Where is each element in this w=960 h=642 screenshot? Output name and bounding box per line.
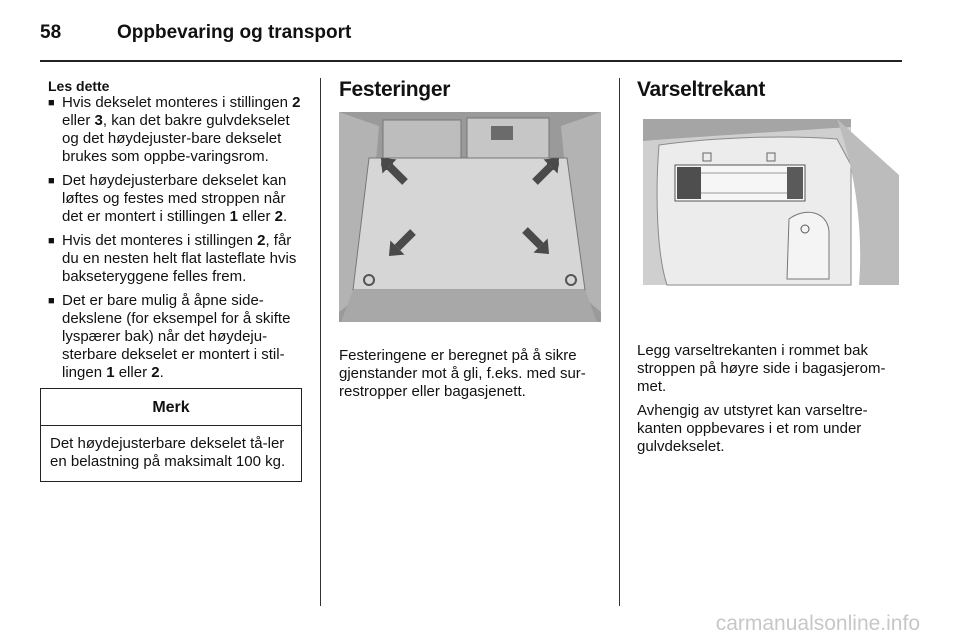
warning-triangle-illustration [637,115,903,326]
bullet-position-number: 1 [106,364,115,381]
bullet-item [48,292,304,382]
bullet-text: . [282,208,288,225]
section-title-warning-triangle: Varseltrekant [637,78,766,101]
bullet-position-number: 1 [229,208,238,225]
warning-triangle-paragraph-2: Avhengig av utstyret kan varseltre-kanten oppbevares i et rom under gulvdekselet. [637,402,868,455]
note-box [40,388,302,482]
page-number: 58 [40,22,62,43]
column-middle [339,78,605,407]
bullet-item [48,94,304,166]
column-right [637,78,903,462]
section-title-anchors: Festeringer [339,78,451,101]
note-box-text: Det høydejusterbare dekselet tå-ler en belastning på maksimalt 100 kg. [50,435,286,470]
column-left [48,78,304,482]
bullet-text: , får du en nesten helt flat lasteflate hvis bakseteryggene felles frem. [62,232,297,285]
header-rule [40,60,902,62]
bullet-text: eller [62,112,95,129]
bullet-text: . [159,364,164,381]
bullet-position-number: 2 [257,232,266,249]
bullet-text: Det er bare mulig å åpne side-dekslene (for eksempel for å skifte lyspærer bak) når det høydeju-sterbare dekselet er montert i stil-lingen [62,292,291,381]
anchors-description: Festeringene er beregnet på å sikre gjenstander mot å gli, f.eks. med sur-restropper eller bagasjenett. [339,347,586,400]
note-box-title: Merk [41,389,301,426]
bullet-text: Det høydejusterbare dekselet kan løftes og festes med stroppen når det er montert i stillingen [62,172,287,225]
bullet-item [48,172,304,226]
cargo-anchors-illustration [339,112,605,327]
chapter-title: Oppbevaring og transport [117,22,352,43]
column-divider [320,78,321,606]
bullet-position-number: 3 [94,112,103,129]
watermark: carmanualsonline.info [715,612,920,635]
column-divider [619,78,620,606]
page-header [40,18,351,48]
bullet-text: eller [114,364,152,381]
bullet-text: , kan det bakre gulvdekselet og det høydejuster-bare dekselet brukes som oppbe-varingsrom. [62,112,290,165]
bullet-position-number: 2 [292,94,301,111]
bullet-position-number: 2 [151,364,160,381]
read-this-label: Les dette [48,78,110,94]
bullet-position-number: 2 [274,208,283,225]
warning-triangle-paragraph-1: Legg varseltrekanten i rommet bak stroppen på høyre side i bagasjerom-met. [637,342,886,395]
bullet-text: eller [237,208,275,225]
bullet-text: Hvis dekselet monteres i stillingen [62,94,293,111]
bullet-list [48,94,304,382]
bullet-item [48,232,304,286]
bullet-text: Hvis det monteres i stillingen [62,232,258,249]
